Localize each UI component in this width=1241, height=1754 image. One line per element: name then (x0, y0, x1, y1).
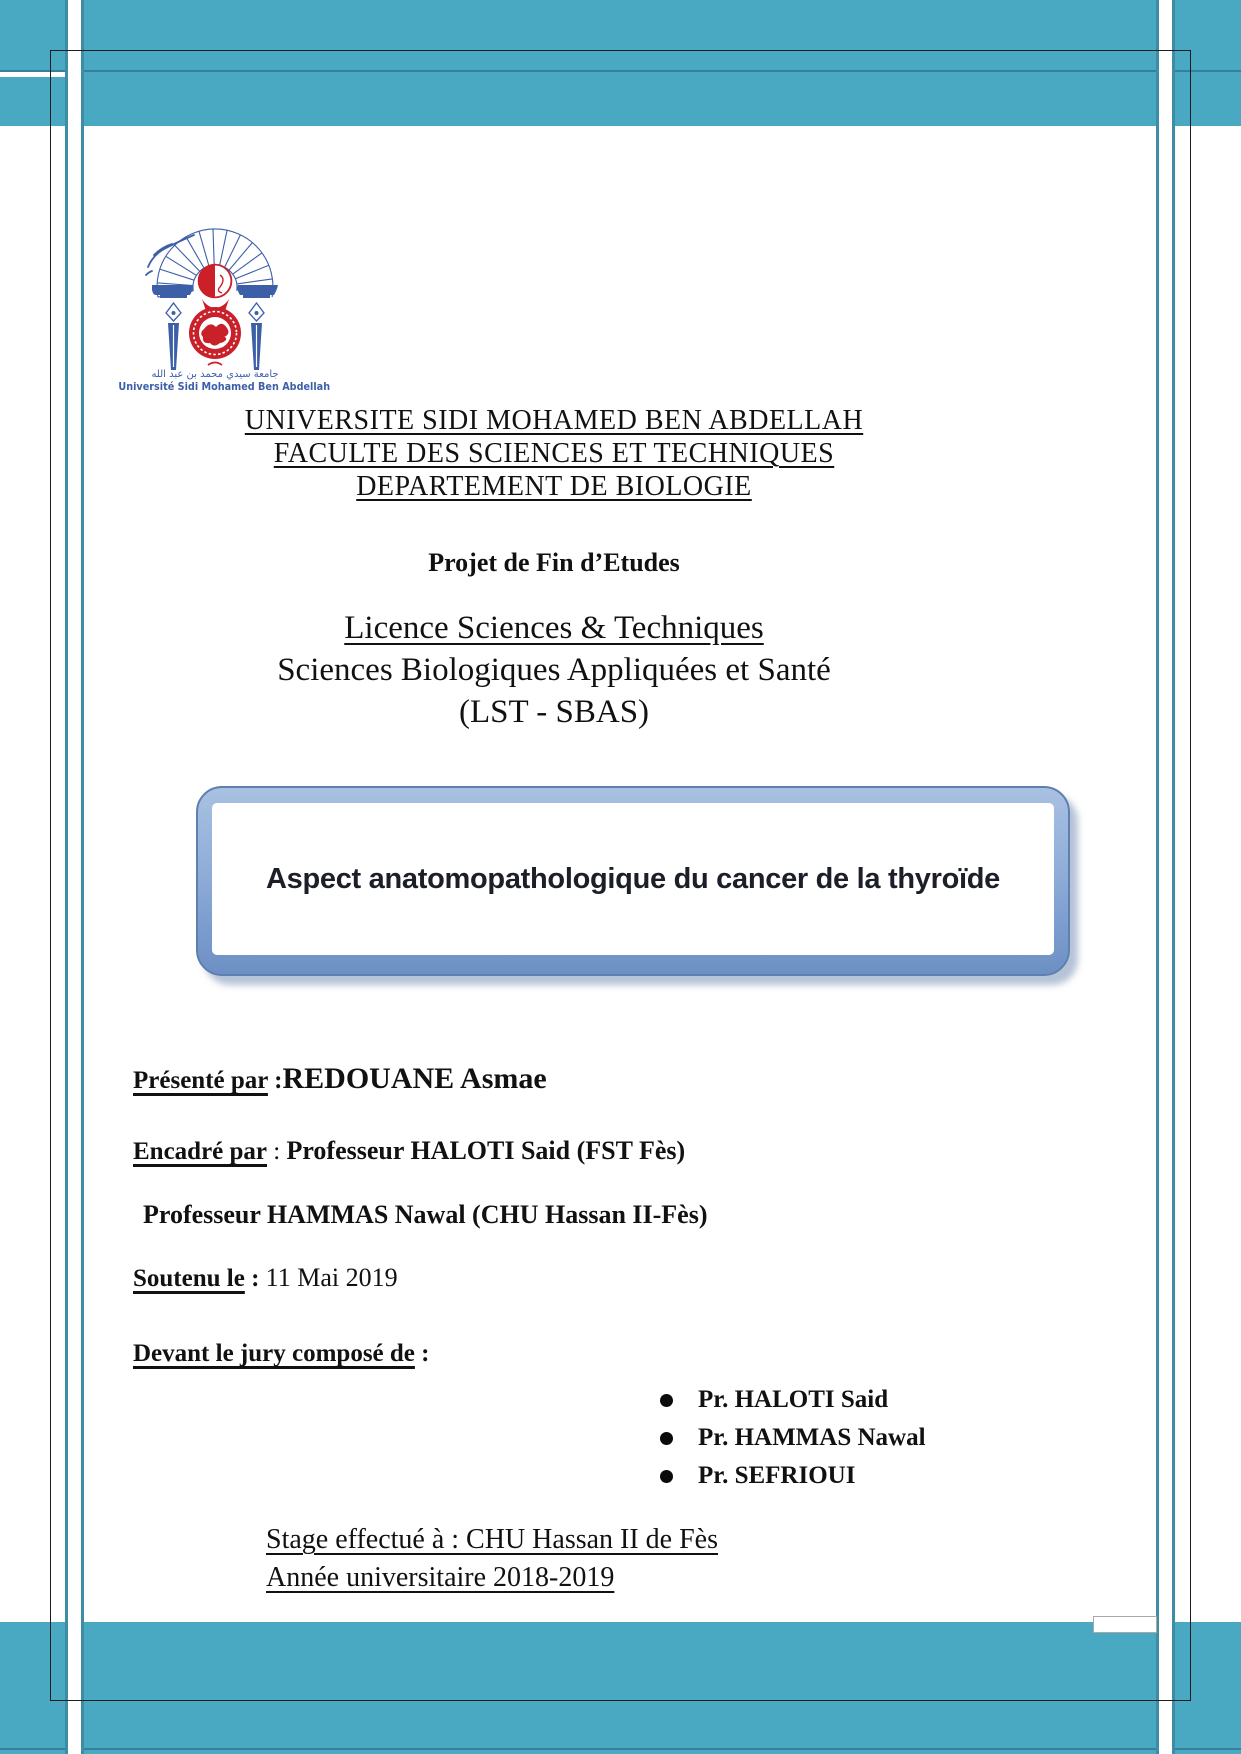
presented-by-colon: : (267, 1067, 283, 1094)
academic-year: Année universitaire 2018-2019 (266, 1562, 615, 1593)
university-emblem-icon (140, 215, 290, 373)
jury-member-name: Pr. SEFRIOUI (698, 1462, 856, 1489)
logo-caption-arabic: جامعة سيدي محمد بن عبد الله (151, 369, 279, 380)
jury-member-name: Pr. HALOTI Said (698, 1386, 889, 1413)
supervised-by-colon: : (267, 1138, 287, 1165)
jury-label: Devant le jury composé de (133, 1340, 415, 1367)
bullet-icon (660, 1470, 673, 1483)
jury-member (660, 1381, 926, 1419)
defended-on-label: Soutenu le (133, 1265, 245, 1292)
logo-caption-french: Université Sidi Mohamed Ben Abdellah (118, 381, 331, 393)
degree-abbreviation: (LST - SBAS) (458, 694, 650, 730)
thesis-title-inner (212, 803, 1054, 955)
logo-captions (110, 369, 331, 394)
jury-member (660, 1457, 926, 1495)
degree-specialty: Sciences Biologiques Appliquées et Santé (277, 652, 831, 688)
empty-placeholder-box (1093, 1616, 1157, 1633)
bottom-band-seam (0, 1748, 1241, 1750)
institution-headings (133, 404, 975, 503)
thesis-title-box (196, 786, 1070, 976)
defended-on-colon: : (244, 1265, 266, 1292)
bullet-icon (660, 1432, 673, 1445)
defense-date: 11 Mai 2019 (265, 1263, 398, 1292)
university-name: UNIVERSITE SIDI MOHAMED BEN ABDELLAH (244, 405, 864, 436)
presented-by-name: REDOUANE Asmae (282, 1062, 547, 1095)
bullet-icon (660, 1394, 673, 1407)
faculty-name: FACULTE DES SCIENCES ET TECHNIQUES (273, 438, 835, 469)
jury-heading-line (133, 1340, 429, 1368)
degree-block (133, 607, 975, 733)
jury-member-name: Pr. HAMMAS Nawal (698, 1424, 926, 1451)
supervisor-2-line (143, 1200, 708, 1230)
defended-on-line (133, 1263, 398, 1293)
internship-location: Stage effectué à : CHU Hassan II de Fès (266, 1524, 719, 1555)
degree-name: Licence Sciences & Techniques (344, 610, 764, 646)
university-logo (140, 215, 290, 370)
thesis-title: Aspect anatomopathologique du cancer de la thyroïde (266, 862, 1000, 895)
presented-by-line (133, 1062, 547, 1096)
supervisor-1: Professeur HALOTI Said (FST Fès) (286, 1136, 686, 1165)
jury-colon: : (414, 1340, 430, 1367)
jury-list (660, 1381, 926, 1495)
project-type: Projet de Fin d’Etudes (428, 548, 680, 577)
supervisor-2: Professeur HAMMAS Nawal (CHU Hassan II-Fès) (143, 1200, 708, 1229)
presented-by-label: Présenté par (133, 1067, 268, 1094)
supervised-by-label: Encadré par (133, 1138, 268, 1165)
jury-member (660, 1419, 926, 1457)
department-name: DEPARTEMENT DE BIOLOGIE (356, 471, 752, 502)
supervised-by-line (133, 1136, 685, 1166)
